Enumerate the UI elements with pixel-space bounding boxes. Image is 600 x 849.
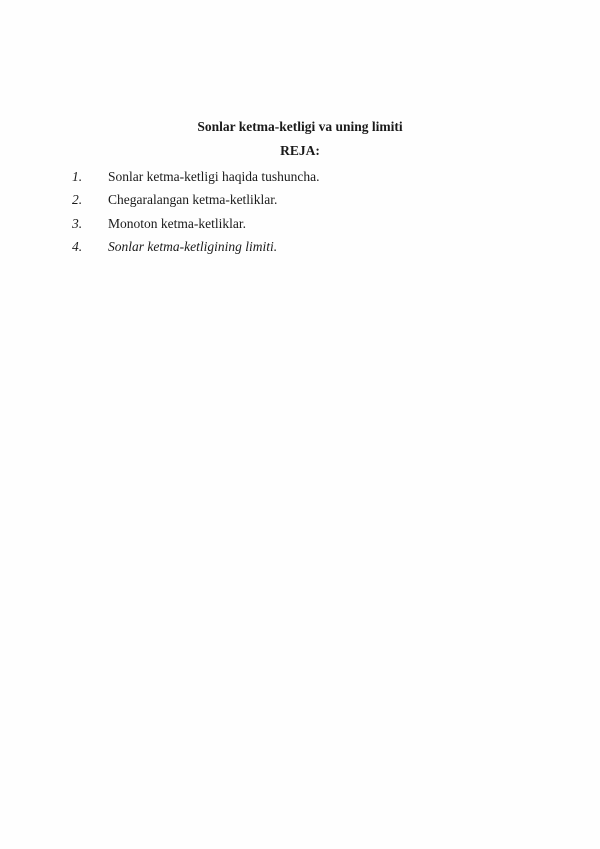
list-item-text: Monoton ketma-ketliklar. xyxy=(108,215,246,231)
list-item-number: 3. xyxy=(72,215,83,231)
list-item xyxy=(72,212,319,236)
plan-heading: REJA: xyxy=(280,143,320,158)
list-item-text: Sonlar ketma-ketligi haqida tushuncha. xyxy=(108,168,320,184)
list-item-text: Chegaralangan ketma-ketliklar. xyxy=(108,192,278,208)
list-item xyxy=(72,165,319,189)
list-item-number: 1. xyxy=(72,168,83,184)
list-item-number: 4. xyxy=(72,239,83,255)
list-item-number: 2. xyxy=(72,192,83,208)
plan-list xyxy=(72,165,319,259)
list-item xyxy=(72,236,319,260)
list-item-text: Sonlar ketma-ketligining limiti. xyxy=(108,239,278,255)
document-title: Sonlar ketma-ketligi va uning limiti xyxy=(197,119,403,134)
list-item xyxy=(72,189,319,213)
